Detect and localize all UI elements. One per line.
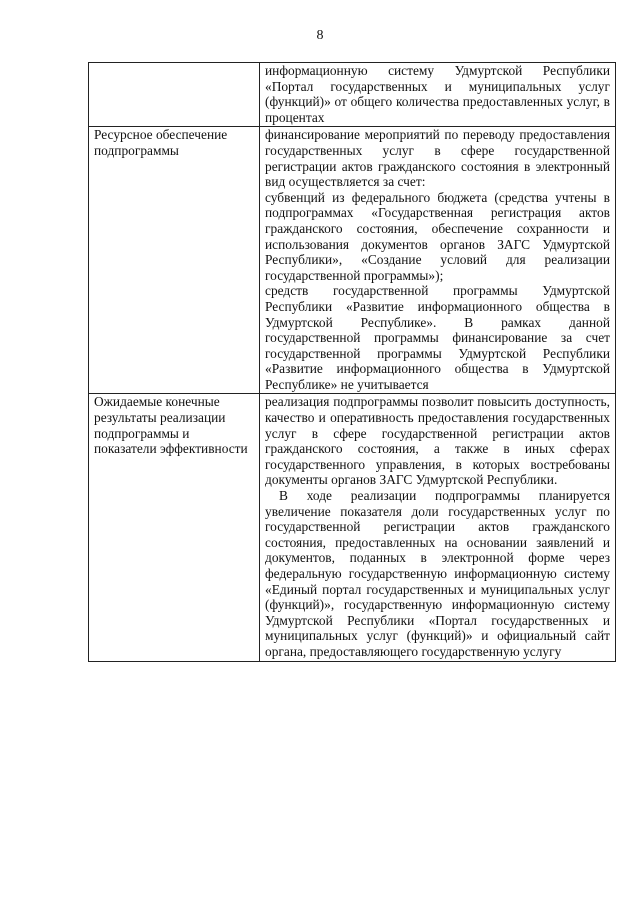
table-row-resource-provision: [89, 127, 616, 394]
row-label: [89, 63, 260, 127]
row-label: Ожидаемые конечные результаты реализации подпрограммы и показатели эффективности: [89, 394, 260, 661]
paragraph: В ходе реализации подпрограммы планируется увеличение показателя доли государственных услуг по государственной регистрации актов гражданского состояния, предоставленных на основании заявлений и документов, поданных в электронной форме через федеральную государственную информационную систему «Единый портал государственных и муниципальных услуг (функций)», государственную информационную систему Удмуртской Республики «Портал государственных и муниципальных услуг (функций)» и официальный сайт органа, предоставляющего государственную услугу: [265, 488, 610, 659]
subprogram-passport-table: [88, 62, 616, 662]
table-row-continuation: [89, 63, 616, 127]
paragraph: средств государственной программы Удмуртской Республики «Развитие информационного общества в Удмуртской Республике». В рамках данной государственной программы финансирование за счет государственной программы Удмуртской Республики «Развитие информационного общества в Удмуртской Республике» не учитывается: [265, 283, 610, 392]
paragraph: информационную систему Удмуртской Республики «Портал государственных и муниципальных услуг (функций)» от общего количества предоставленных услуг, в процентах: [265, 63, 610, 125]
paragraph: субвенций из федерального бюджета (средства учтены в подпрограммах «Государственная регистрация актов гражданского состояния, обеспечение сохранности и использования документов органов ЗАГС Удмуртской Республики», «Создание условий для реализации государственной программы»);: [265, 189, 610, 283]
table-row-expected-results: [89, 394, 616, 661]
paragraph: финансирование мероприятий по переводу предоставления государственных услуг в сфере государственной регистрации актов гражданского состояния в электронный вид осуществляется за счет:: [265, 127, 610, 190]
paragraph: реализация подпрограммы позволит повысить доступность, качество и оперативность предоставления государственных услуг в сфере государственной регистрации актов гражданского состояния, а также в иных сферах государственного управления, в которых востребованы документы органов ЗАГС Удмуртской Республики.: [265, 394, 610, 488]
page-number: 8: [316, 28, 324, 43]
row-label: Ресурсное обеспечение подпрограммы: [89, 127, 260, 394]
row-value: [260, 127, 616, 394]
row-value: [260, 63, 616, 127]
row-value: [260, 394, 616, 661]
